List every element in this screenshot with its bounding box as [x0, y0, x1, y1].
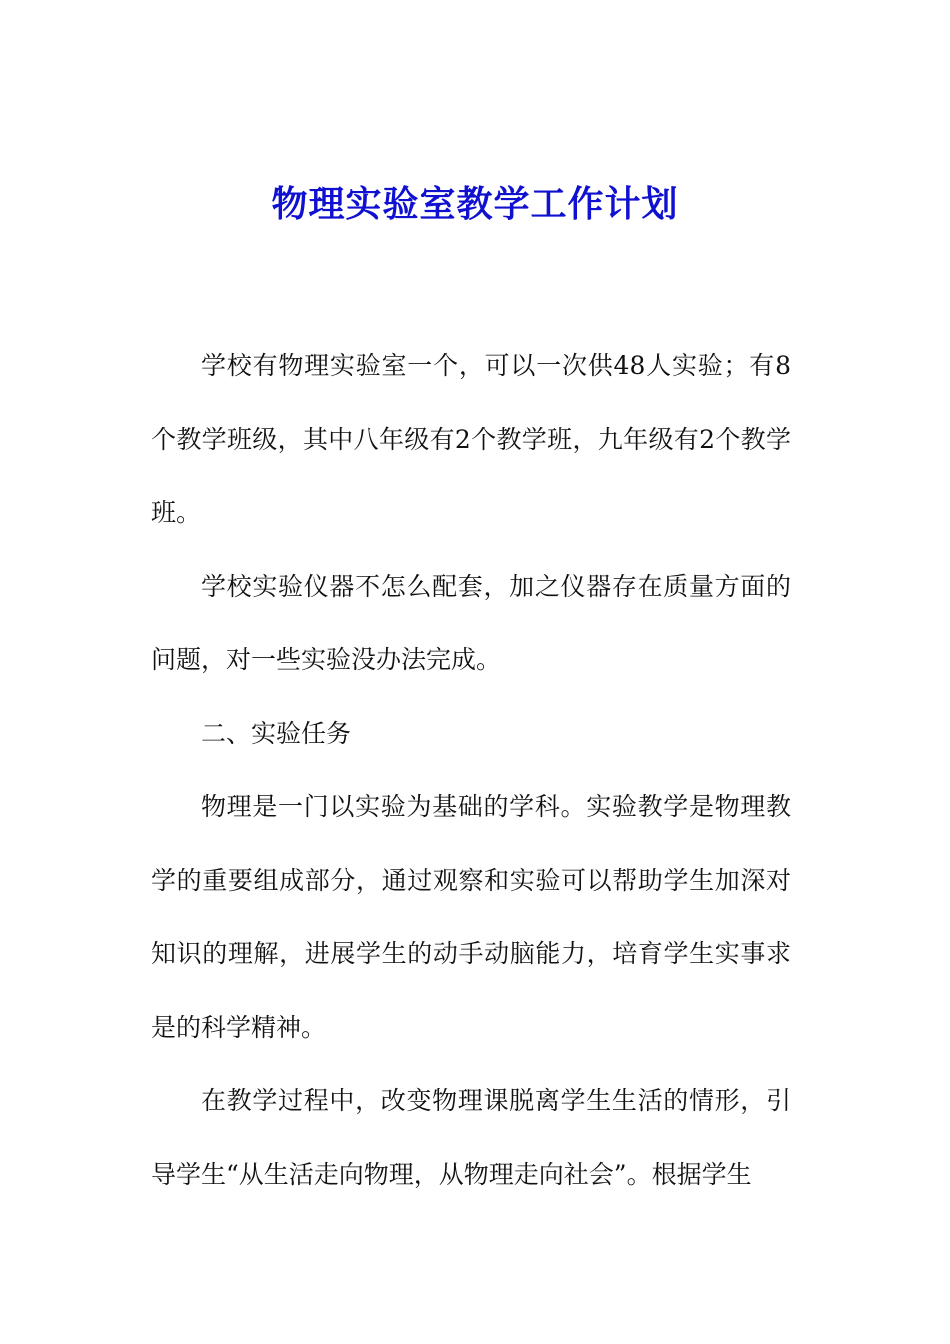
- paragraph-teaching-process: 在教学过程中，改变物理课脱离学生生活的情形，引导学生“从生活走向物理，从物理走向社会”。根据学生: [151, 1086, 791, 1189]
- paragraph-equipment-issues: 学校实验仪器不怎么配套，加之仪器存在质量方面的问题，对一些实验没办法完成。: [151, 571, 791, 674]
- paragraph-physics-experiments: 物理是一门以实验为基础的学科。实验教学是物理教学的重要组成部分，通过观察和实验可以帮助学生加深对知识的理解，进展学生的动手动脑能力，培育学生实事求是的科学精神。: [151, 792, 791, 1042]
- section-heading-experiment-tasks: 二、实验任务: [201, 718, 352, 748]
- document-body: [151, 329, 791, 1211]
- paragraph-lab-overview: 学校有物理实验室一个，可以一次供48人实验；有8个教学班级，其中八年级有2个教学班，九年级有2个教学班。: [151, 351, 791, 527]
- document-title: 物理实验室教学工作计划: [271, 183, 679, 225]
